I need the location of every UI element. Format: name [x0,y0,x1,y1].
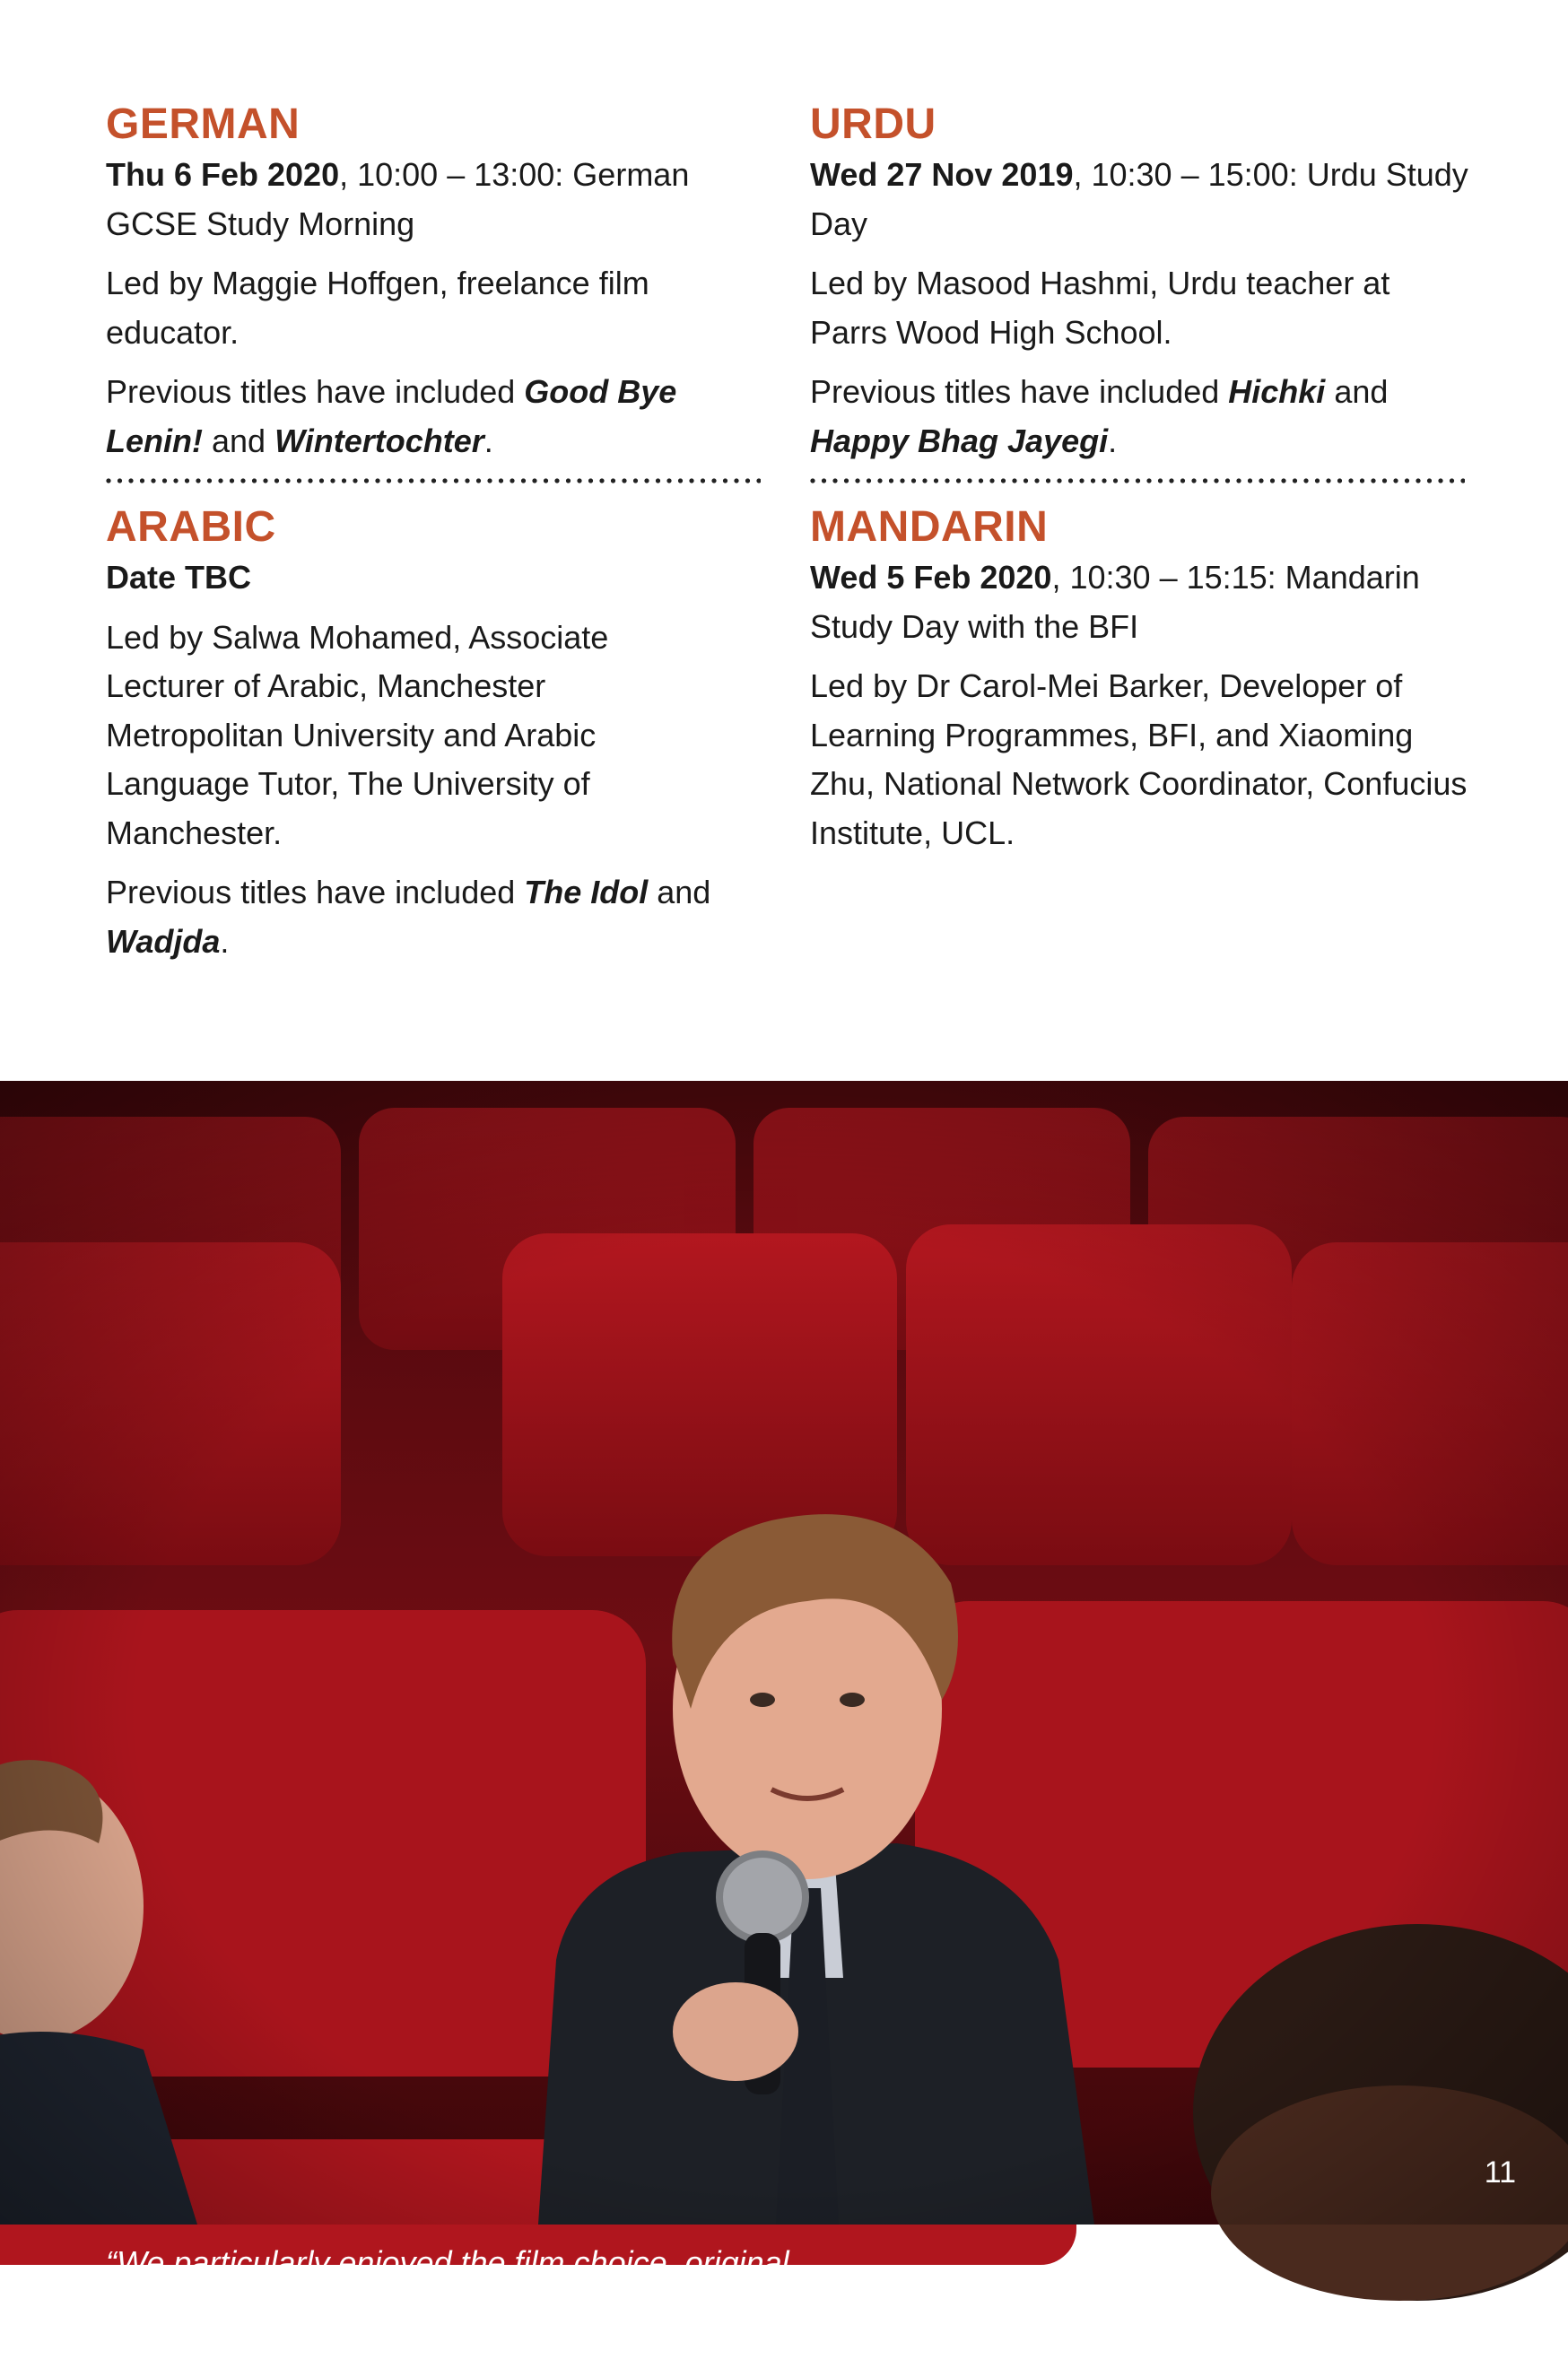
mandarin-section [810,501,1474,858]
arabic-heading: ARABIC [106,503,276,551]
german-led-by: Led by Maggie Hoffgen, freelance film educator. [106,265,649,351]
quote-attribution: - Teacher after GCSE Spanish study morning [106,2290,748,2373]
testimonial-quote [106,2240,841,2377]
arabic-prev-prefix: Previous titles have included [106,874,525,910]
left-dotted-divider [106,478,761,483]
german-section [106,99,770,466]
cinema-photo-illustration [0,1081,1568,2225]
arabic-date: Date TBC [106,559,252,596]
urdu-heading: URDU [810,100,936,148]
quote-text: “We particularly enjoyed the film choice, original and though provoking” [106,2244,789,2327]
urdu-section [810,99,1474,466]
mandarin-detail: , 10:30 – 15:15: Mandarin Study Day with the BFI [810,559,1420,645]
left-column [106,99,770,977]
german-title-2: Wintertochter [274,422,484,459]
urdu-end: . [1108,422,1118,459]
mandarin-date-line [810,553,1474,651]
urdu-detail: , 10:30 – 15:00: Urdu Study Day [810,156,1468,242]
urdu-prev-prefix: Previous titles have included [810,373,1229,410]
right-column [810,99,1474,868]
arabic-section [106,501,770,966]
arabic-title-1: The Idol [524,874,649,910]
arabic-title-2: Wadjda [106,922,221,960]
urdu-previous-titles [810,368,1474,466]
urdu-date-line [810,151,1474,248]
arabic-led-by: Led by Salwa Mohamed, Associate Lecturer of Arabic, Manchester Metropolitan University and Arabic Language Tutor, The University of Manchester. [106,618,609,851]
cinema-photo [0,1081,1568,2373]
german-prev-prefix: Previous titles have included [106,373,525,410]
urdu-title-1: Hichki [1228,373,1326,410]
urdu-led-by: Led by Masood Hashmi, Urdu teacher at Parrs Wood High School. [810,265,1390,351]
german-detail: , 10:00 – 13:00: German GCSE Study Morning [106,156,690,242]
urdu-date: Wed 27 Nov 2019 [810,156,1074,193]
right-dotted-divider [810,478,1465,483]
mandarin-heading: MANDARIN [810,503,1049,551]
german-date-line [106,151,770,248]
arabic-join: and [648,874,711,910]
german-end: . [483,422,493,459]
urdu-title-2: Happy Bhag Jayegi [810,422,1109,459]
mandarin-led-by: Led by Dr Carol-Mei Barker, Developer of Learning Programmes, BFI, and Xiaoming Zhu, National Network Coordinator, Confucius Institute, UCL. [810,667,1468,851]
german-date: Thu 6 Feb 2020 [106,156,340,193]
german-previous-titles [106,368,770,466]
german-title-1: Good Bye Lenin! [106,373,677,459]
arabic-previous-titles [106,868,770,966]
german-join: and [202,422,275,459]
german-heading: GERMAN [106,100,301,148]
page-number: 11 [1484,2155,1516,2190]
arabic-end: . [220,922,230,960]
quote-film: Jeffrey [474,2336,579,2373]
arabic-date-line [106,553,770,603]
urdu-join: and [1325,373,1389,410]
mandarin-date: Wed 5 Feb 2020 [810,559,1052,596]
